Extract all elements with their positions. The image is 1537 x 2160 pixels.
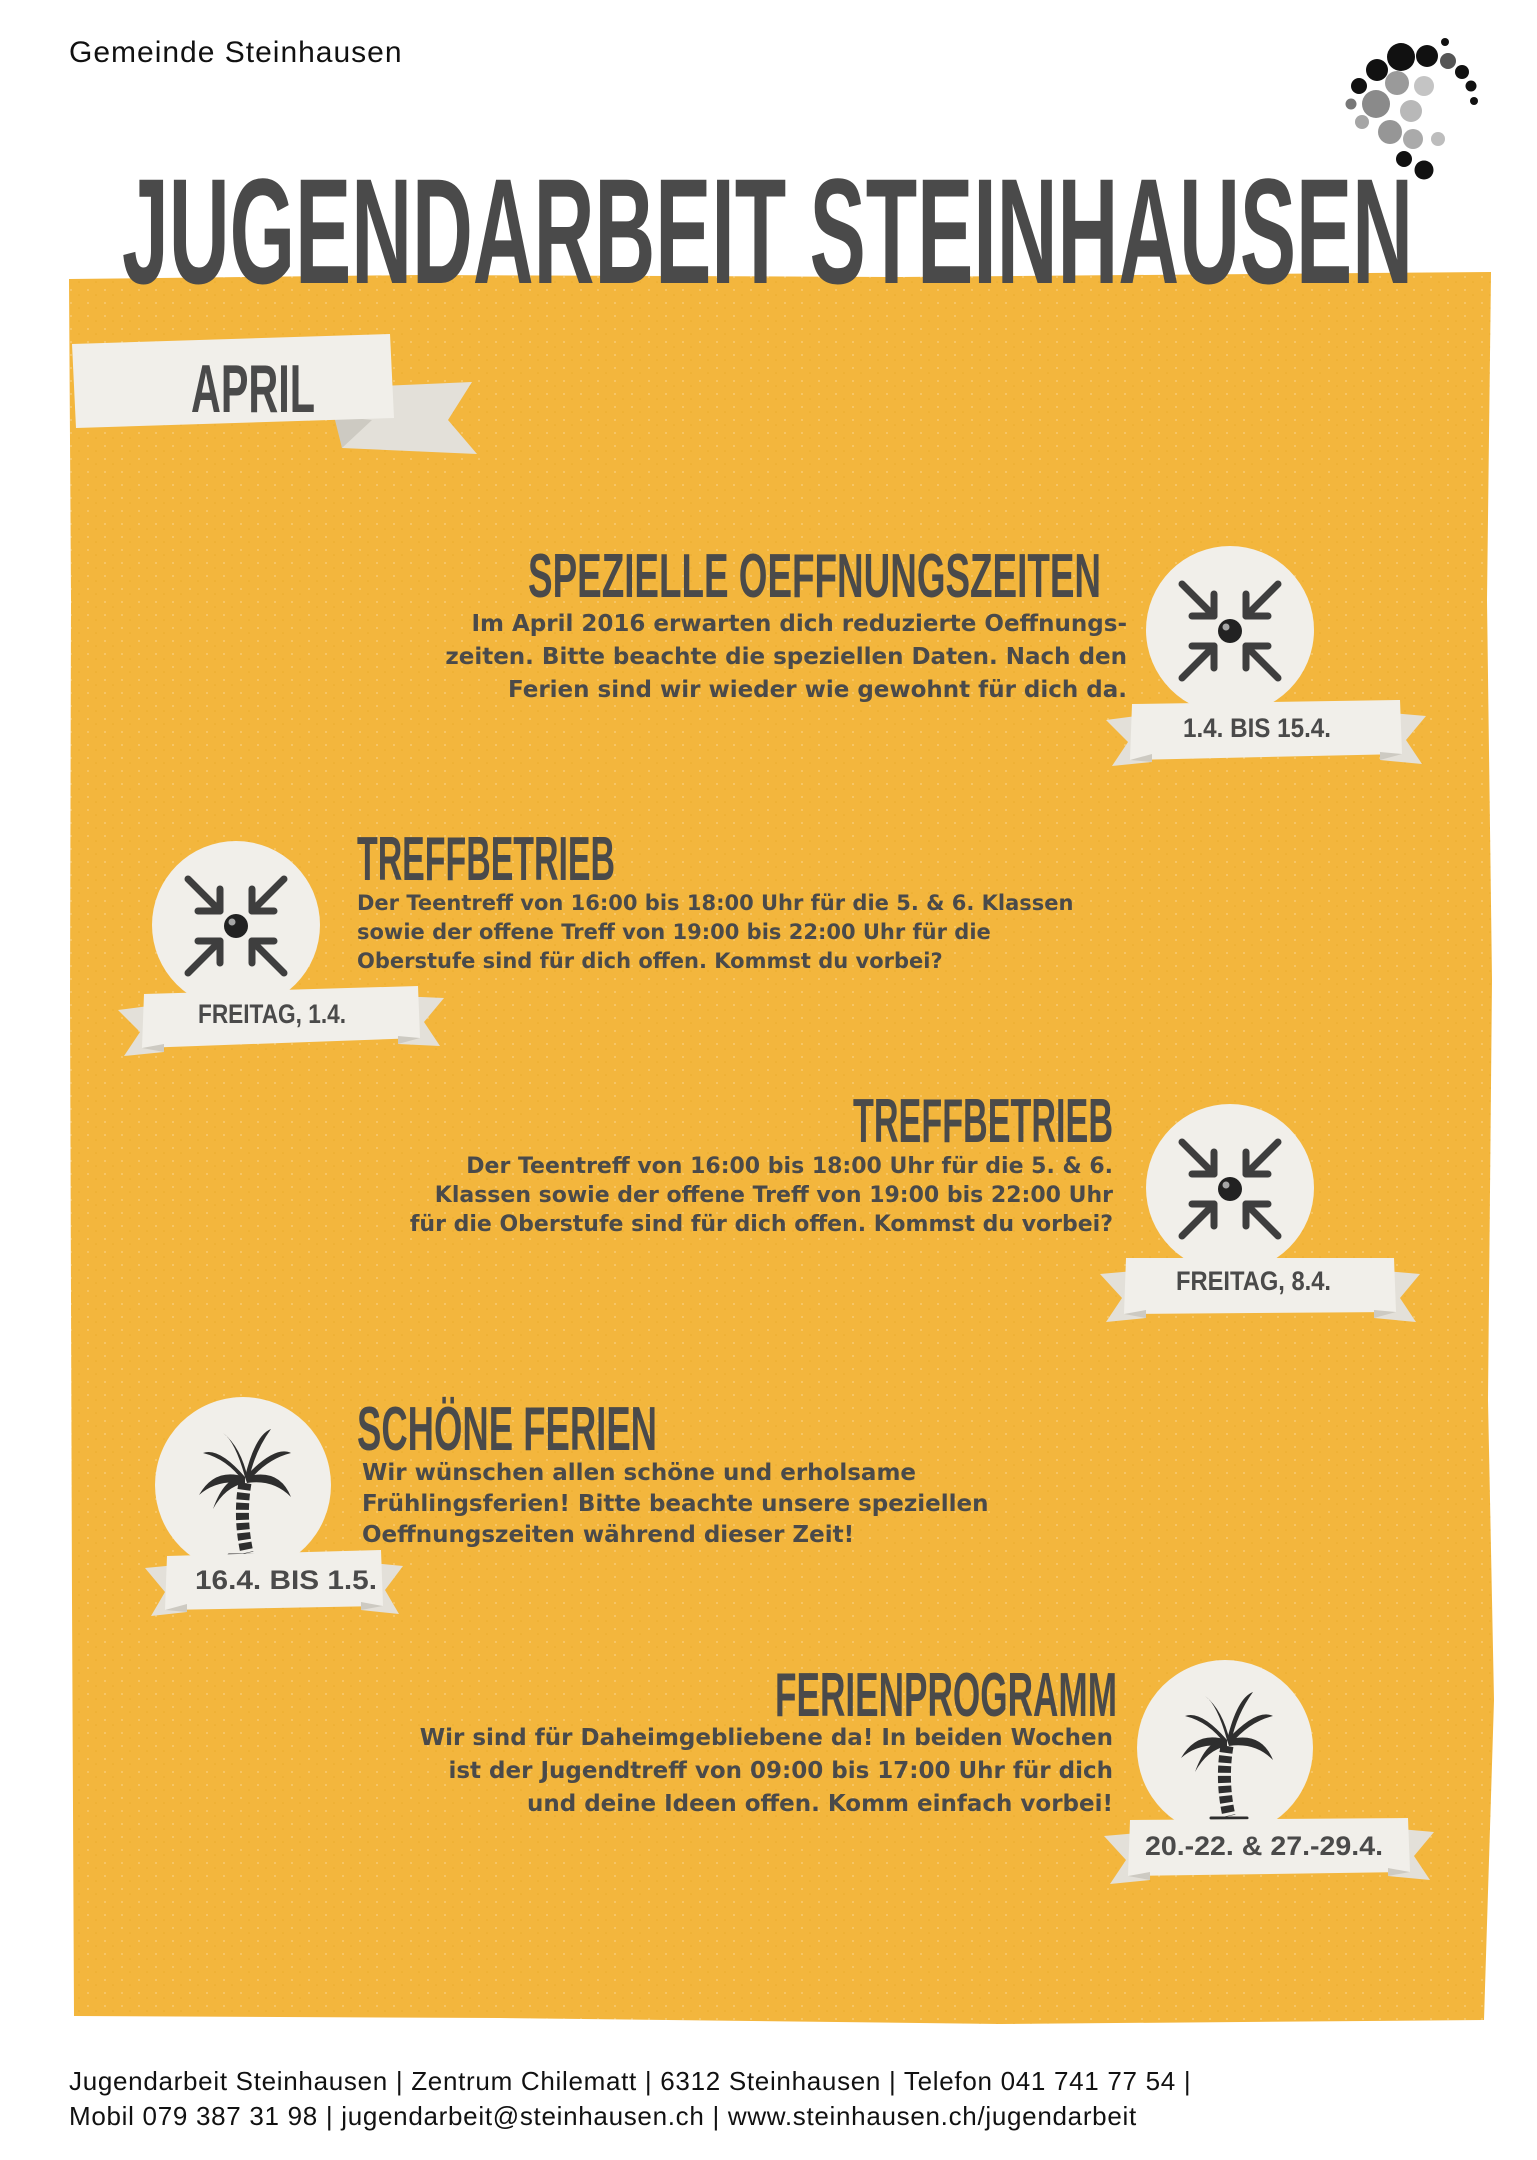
date-label: FREITAG, 1.4.: [198, 999, 346, 1029]
footer-line: Jugendarbeit Steinhausen | Zentrum Chilematt | 6312 Steinhausen | Telefon 041 741 77 54 |: [69, 2066, 1192, 2096]
event-heading: [775, 1661, 1117, 1730]
date-ribbon: [1104, 1812, 1434, 1888]
description-line: Der Teentreff von 16:00 bis 18:00 Uhr für die 5. & 6.: [466, 1154, 1113, 1179]
page-title-text: JUGENDARBEIT STEINHAUSEN: [122, 147, 1413, 315]
event-heading-text: TREFFBETRIEB: [357, 825, 615, 894]
event-icon-badge: [1137, 1660, 1313, 1836]
date-label: 16.4. BIS 1.5.: [195, 1565, 377, 1595]
description-line: Wir wünschen allen schöne und erholsame: [362, 1460, 917, 1486]
event-heading-text: TREFFBETRIEB: [853, 1087, 1113, 1156]
description-line: Der Teentreff von 16:00 bis 18:00 Uhr für die 5. & 6. Klassen: [357, 891, 1074, 915]
description-line: Wir sind für Daheimgebliebene da! In beiden Wochen: [419, 1725, 1113, 1751]
event-icon-badge: [1146, 546, 1314, 714]
description-line: zeiten. Bitte beachte die speziellen Daten. Nach den: [445, 644, 1127, 670]
description-line: für die Oberstufe sind für dich offen. Kommst du vorbei?: [409, 1212, 1113, 1237]
date-label: 20.-22. & 27.-29.4.: [1145, 1831, 1383, 1861]
description-line: ist der Jugendtreff von 09:00 bis 17:00 Uhr für dich: [448, 1758, 1113, 1784]
municipality-name: Gemeinde Steinhausen: [69, 36, 403, 69]
description-line: und deine Ideen offen. Komm einfach vorbei!: [526, 1791, 1113, 1817]
date-ribbon: [1106, 696, 1426, 772]
event-heading: [357, 1388, 657, 1464]
date-label: FREITAG, 8.4.: [1176, 1266, 1331, 1296]
description-line: Oberstufe sind für dich offen. Kommst du vorbei?: [357, 949, 943, 973]
month-banner: [72, 332, 477, 456]
footer-contact: [69, 2064, 1191, 2134]
event-heading: [853, 1087, 1113, 1156]
event-heading-text: SCHÖNE FERIEN: [357, 1395, 657, 1464]
description-line: Frühlingsferien! Bitte beachte unsere speziellen: [362, 1491, 989, 1517]
description-line: Ferien sind wir wieder wie gewohnt für dich da.: [507, 677, 1127, 703]
date-label: 1.4. BIS 15.4.: [1183, 713, 1331, 743]
event-heading: [528, 542, 1101, 611]
date-ribbon: [1100, 1252, 1420, 1328]
event-heading-text: FERIENPROGRAMM: [775, 1661, 1117, 1730]
event-heading-text: SPEZIELLE OEFFNUNGSZEITEN: [528, 542, 1101, 611]
palm-tree-icon: [1137, 1660, 1313, 1836]
event-icon-badge: [1146, 1104, 1314, 1272]
event-description: [445, 608, 1127, 707]
description-line: Klassen sowie der offene Treff von 19:00 bis 22:00 Uhr: [434, 1183, 1113, 1208]
event-description: [420, 1722, 1113, 1821]
event-description: [362, 1458, 988, 1551]
month-label: APRIL: [191, 351, 315, 427]
description-line: Im April 2016 erwarten dich reduzierte Oeffnungs-: [471, 611, 1127, 637]
date-ribbon: [145, 1546, 403, 1622]
description-line: sowie der offene Treff von 19:00 bis 22:00 Uhr für die: [357, 920, 991, 944]
date-ribbon: [118, 982, 444, 1058]
page-title: [122, 147, 1413, 315]
arrows-inward-icon: [1146, 1104, 1314, 1272]
arrows-inward-icon: [1146, 546, 1314, 714]
footer-line: Mobil 079 387 31 98 | jugendarbeit@steinhausen.ch | www.steinhausen.ch/jugendarbeit: [69, 2101, 1137, 2131]
description-line: Oeffnungszeiten während dieser Zeit!: [362, 1522, 855, 1548]
event-description: [410, 1152, 1113, 1239]
event-description: [357, 889, 1073, 976]
event-heading: [357, 825, 615, 894]
